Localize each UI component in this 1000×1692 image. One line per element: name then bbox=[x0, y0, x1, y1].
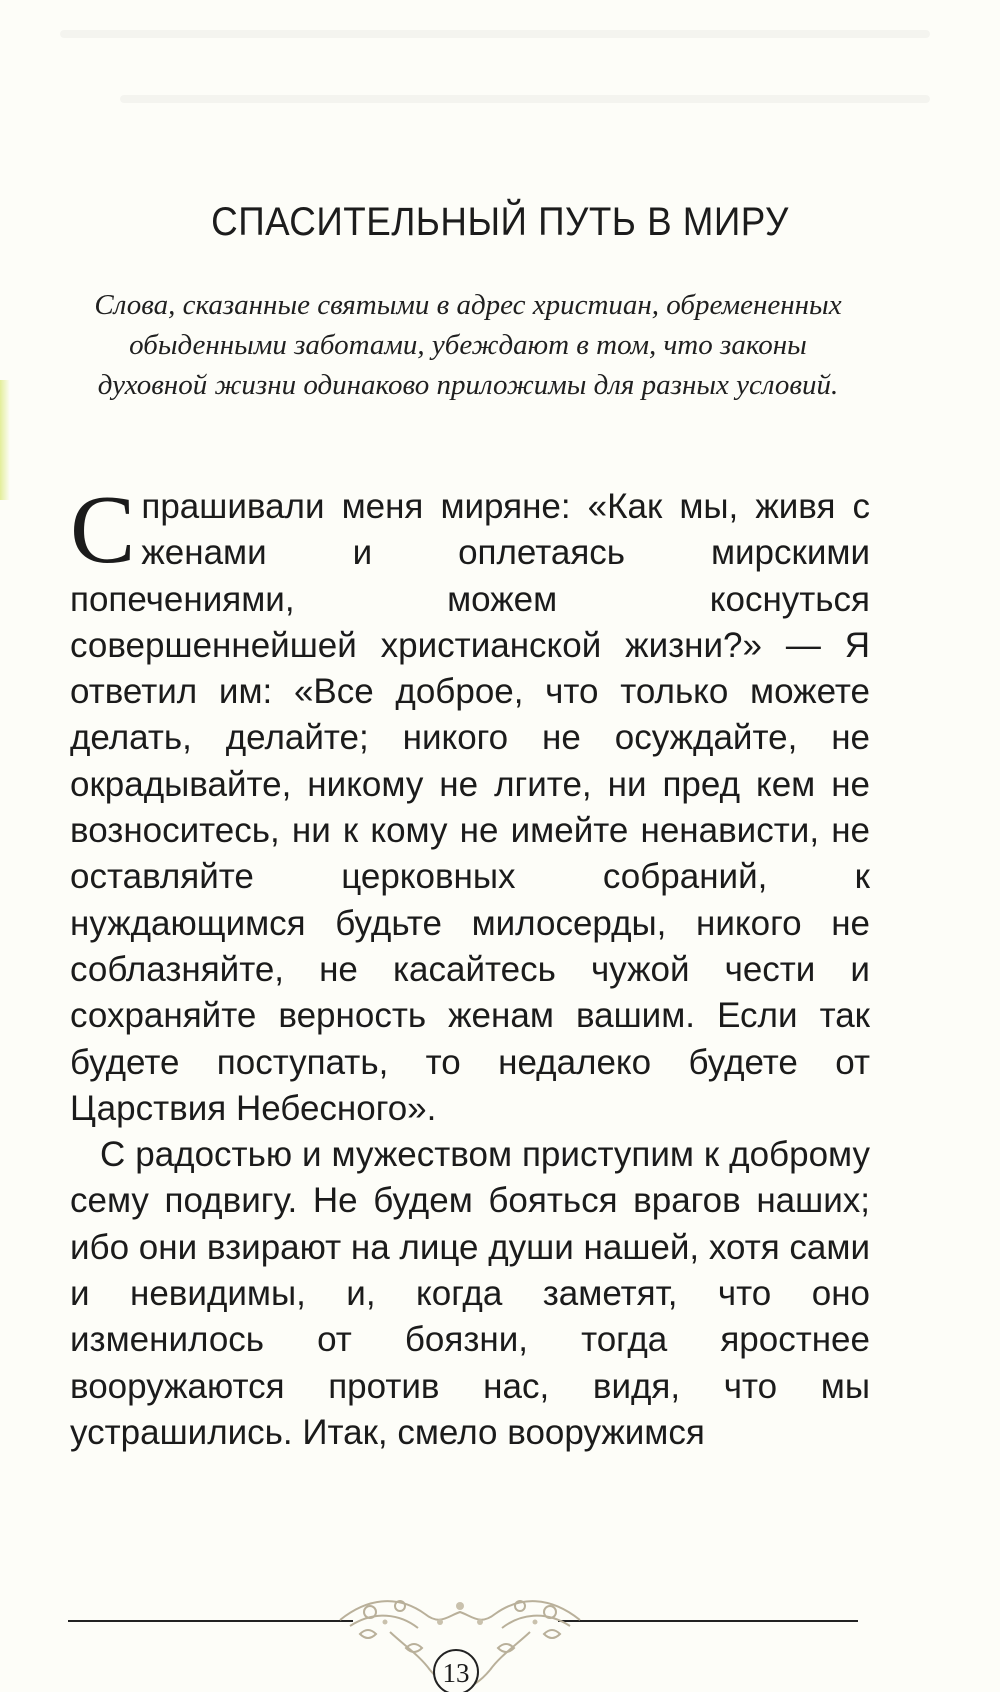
epigraph: Слова, сказанные святыми в адрес христиан, обремененных обыденными заботами, убеждают в том, что законы духовной жизни одинаково приложимы для разных условий. bbox=[94, 289, 842, 401]
page-edge-tint bbox=[0, 380, 10, 500]
chapter-title: СПАСИТЕЛЬНЫЙ ПУТЬ В МИРУ bbox=[211, 200, 789, 244]
bleed-through-line bbox=[60, 30, 930, 38]
drop-cap: С bbox=[70, 476, 136, 584]
page-number: 13 bbox=[442, 1658, 470, 1688]
footer-rule-right bbox=[558, 1620, 858, 1622]
footer-rule-left bbox=[68, 1620, 353, 1622]
paragraph-2: С радостью и мужеством приступим к доброму сему подвигу. Не будем бояться врагов наших; ибо они взирают на лице души нашей, хотя сами и невидимы, и, когда заметят, что оно изменилось от боязни, тогда яростнее вооружаются против нас, видя, что мы устрашились. Итак, смело вооружимся bbox=[70, 1135, 870, 1452]
paragraph-1 bbox=[70, 476, 870, 1132]
paragraph-1-text: прашивали меня миряне: «Как мы, живя с женами и оплетаясь мирскими попечениями, можем коснуться совершеннейшей христианской жизни?» — Я ответил им: «Все доброе, что только можете делать, делайте; никого не осуждайте, не окрадывайте, никому не лгите, ни пред кем не возноситесь, ни к кому не имейте ненависти, не оставляйте церковных собраний, к нуждающимся будьте милосерды, никого не соблазняйте, не касайтесь чужой чести и сохраняйте верность женам вашим. Если так будете поступать, то недалеко будете от Царствия Небесного». bbox=[70, 487, 870, 1128]
body-text bbox=[70, 476, 870, 1456]
bleed-through-line bbox=[120, 95, 930, 103]
